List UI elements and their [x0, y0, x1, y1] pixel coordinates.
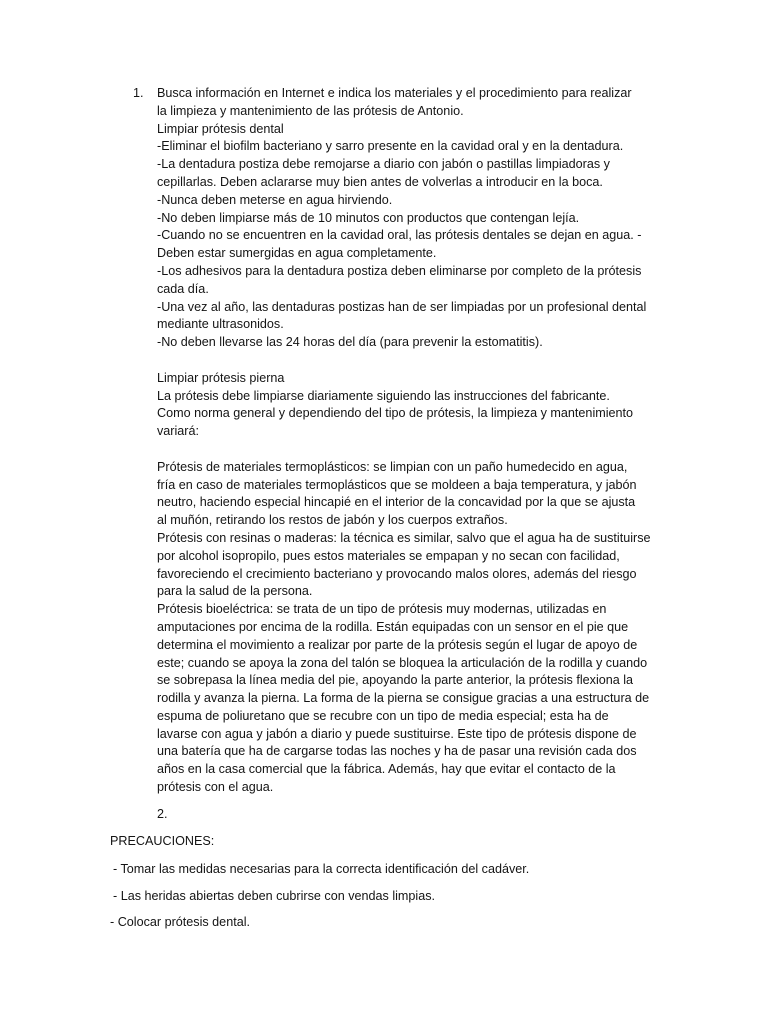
text-line: cada día.	[157, 281, 209, 296]
text-line: Prótesis de materiales termoplásticos: se limpian con un paño humedecido en agua,	[157, 459, 628, 474]
text-line: fría en caso de materiales termoplásticos que se moldeen a baja temperatura, y jabón	[157, 477, 637, 492]
text-line: al muñón, retirando los restos de jabón y los cuerpos extraños.	[157, 513, 508, 528]
text-line: mediante ultrasonidos.	[157, 317, 284, 332]
precaucion-item: - Tomar las medidas necesarias para la correcta identificación del cadáver.	[113, 861, 530, 876]
text-line: Prótesis bioeléctrica: se trata de un tipo de prótesis muy modernas, utilizadas en	[157, 602, 607, 617]
text-line: -Cuando no se encuentren en la cavidad oral, las prótesis dentales se dejan en agua. -	[157, 228, 642, 243]
text-line: La prótesis debe limpiarse diariamente siguiendo las instrucciones del fabricante.	[157, 388, 610, 403]
section-heading-pierna: Limpiar prótesis pierna	[157, 370, 285, 385]
text-line: por alcohol isopropilo, pues estos materiales se empapan y no secan con facilidad,	[157, 548, 620, 563]
blank-line	[157, 441, 667, 459]
text-line: amputaciones por encima de la rodilla. Están equipadas con un sensor en el pie que	[157, 619, 629, 634]
text-line: cepillarlas. Deben aclararse muy bien antes de volverlas a introducir en la boca.	[157, 174, 603, 189]
text-line: -Los adhesivos para la dentadura postiza deben eliminarse por completo de la prótesis	[157, 263, 642, 278]
text-line: -Una vez al año, las dentaduras postizas han de ser limpiadas por un profesional dental	[157, 299, 647, 314]
list-number-2: 2.	[157, 807, 168, 821]
text-line: -No deben llevarse las 24 horas del día (para prevenir la estomatitis).	[157, 335, 543, 350]
text-line: -La dentadura postiza debe remojarse a diario con jabón o pastillas limpiadoras y	[157, 157, 610, 172]
text-line: favoreciendo el crecimiento bacteriano y provocando malos olores, además del riesgo	[157, 566, 637, 581]
text-line: lavarse con agua y jabón a diario y puede sustituirse. Este tipo de prótesis dispone de	[157, 726, 637, 741]
blank-line	[157, 352, 667, 370]
text-line: variará:	[157, 424, 199, 439]
text-line: la limpieza y mantenimiento de las prótesis de Antonio.	[157, 103, 464, 118]
text-line: Deben estar sumergidas en agua completamente.	[157, 246, 437, 261]
text-line: se sobrepasa la línea media del pie, apoyando la parte anterior, la prótesis flexiona la	[157, 673, 634, 688]
text-line: determina el movimiento a realizar por parte de la prótesis según el lugar de apoyo de	[157, 637, 638, 652]
text-line: para la salud de la persona.	[157, 584, 313, 599]
text-line: -No deben limpiarse más de 10 minutos con productos que contengan lejía.	[157, 210, 580, 225]
text-line: rodilla y avanza la pierna. La forma de la pierna se consigue gracias a una estructura de	[157, 691, 650, 706]
text-line: años en la casa comercial que la fábrica. Además, hay que evitar el contacto de la	[157, 762, 616, 777]
list-number-1: 1.	[133, 86, 144, 100]
precaucion-item: - Colocar prótesis dental.	[110, 915, 250, 930]
text-line: Busca información en Internet e indica los materiales y el procedimiento para realizar	[157, 86, 632, 100]
section-heading-dental: Limpiar prótesis dental	[157, 121, 284, 136]
text-line: prótesis con el agua.	[157, 780, 274, 795]
precauciones-section	[110, 833, 670, 941]
precauciones-title: PRECAUCIONES:	[110, 834, 215, 848]
text-line: Prótesis con resinas o maderas: la técnica es similar, salvo que el agua ha de sustituirse	[157, 530, 651, 545]
text-line: una batería que ha de cargarse todas las noches y ha de pasar una revisión cada dos	[157, 744, 637, 759]
text-line: -Nunca deben meterse en agua hirviendo.	[157, 192, 393, 207]
answer-1-body	[157, 85, 667, 797]
text-line: neutro, haciendo especial hincapié en el interior de la concavidad por la que se ajusta	[157, 495, 636, 510]
text-line: este; cuando se apoya la zona del talón se bloquea la articulación de la rodilla y cuando	[157, 655, 648, 670]
text-line: -Eliminar el biofilm bacteriano y sarro presente en la cavidad oral y en la dentadura.	[157, 139, 624, 154]
precaucion-item: - Las heridas abiertas deben cubrirse con vendas limpias.	[113, 888, 436, 903]
text-line: Como norma general y dependiendo del tipo de prótesis, la limpieza y mantenimiento	[157, 406, 634, 421]
text-line: espuma de poliuretano que se recubre con un tipo de media especial; esta ha de	[157, 708, 609, 723]
